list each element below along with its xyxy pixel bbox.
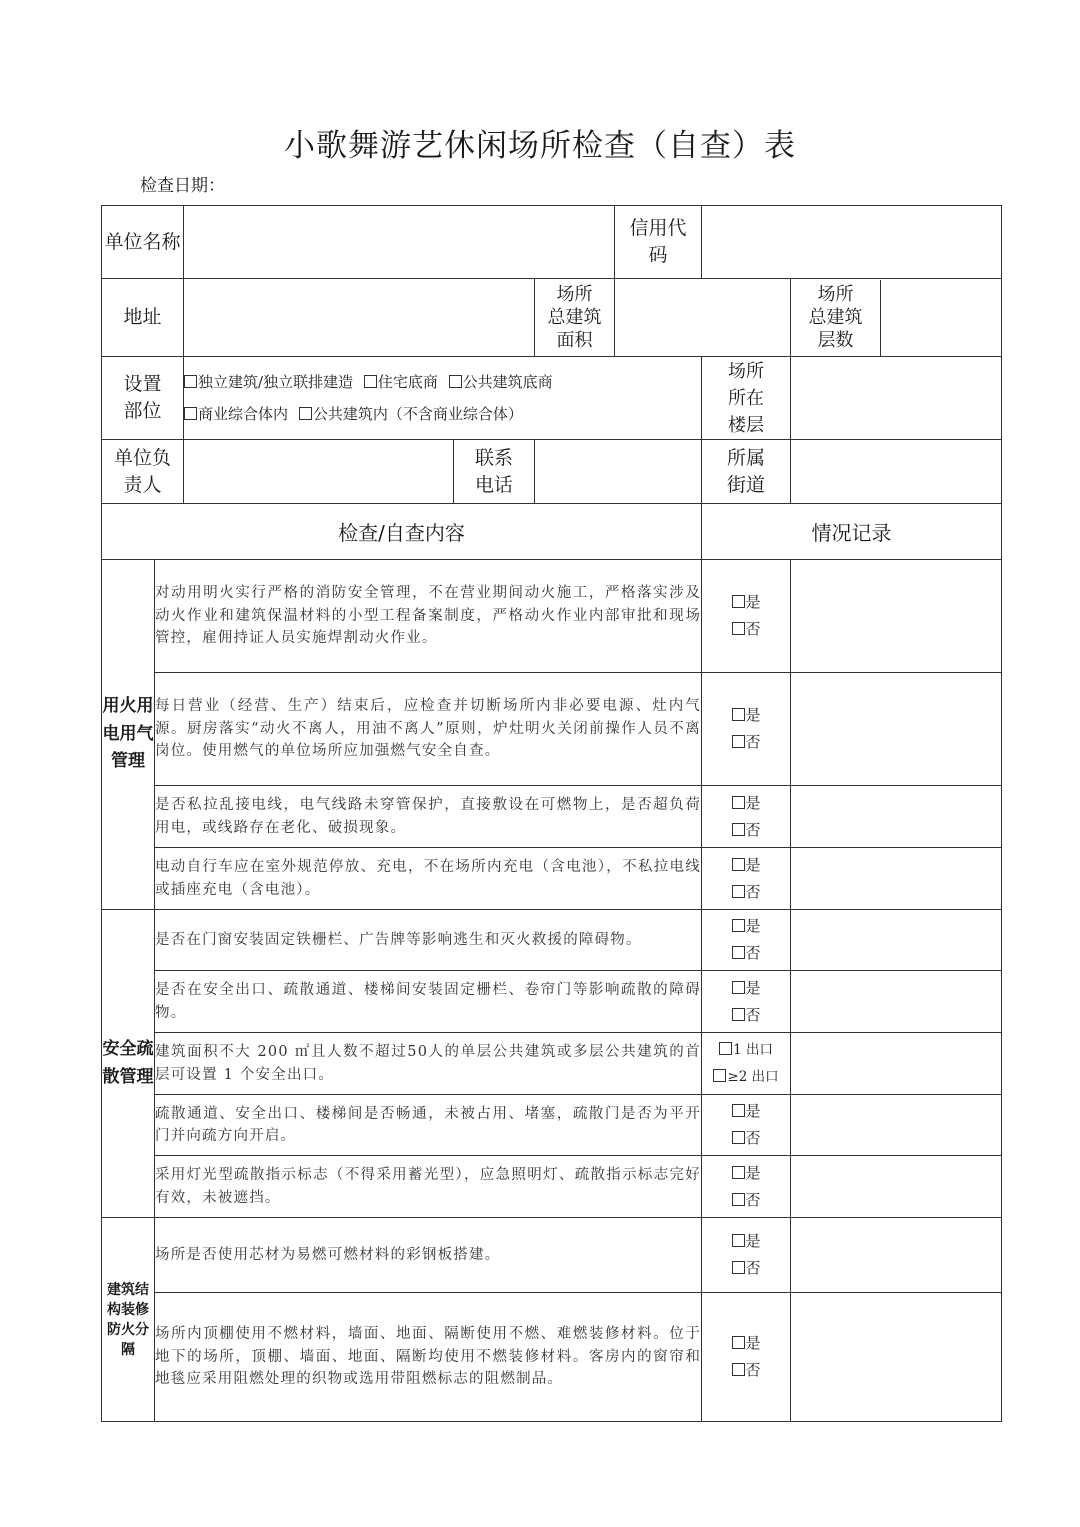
option-two-exits[interactable]: ≥2 出口 (702, 1064, 790, 1091)
record-field[interactable] (791, 848, 1002, 910)
option-no[interactable]: 否 (702, 1357, 790, 1384)
yes-no-options (702, 1156, 791, 1218)
exit-count-options (702, 1033, 791, 1095)
yes-no-options (702, 848, 791, 910)
option-yes[interactable]: 是 (702, 852, 790, 879)
check-item: 疏散通道、安全出口、楼梯间是否畅通，未被占用、堵塞，疏散门是否为平开门并向疏方向开启。 (155, 1095, 702, 1156)
checkbox-icon (732, 1336, 745, 1349)
option-yes[interactable]: 是 (702, 589, 790, 616)
checkbox-icon (732, 708, 745, 721)
check-item: 是否私拉乱接电线，电气线路未穿管保护，直接敷设在可燃物上，是否超负荷用电，或线路存在老化、破损现象。 (155, 786, 702, 848)
checkbox-icon (732, 919, 745, 932)
option-no[interactable]: 否 (702, 1187, 790, 1214)
option-no[interactable]: 否 (702, 616, 790, 643)
check-item: 是否在安全出口、疏散通道、楼梯间安装固定栅栏、卷帘门等影响疏散的障碍物。 (155, 971, 702, 1033)
checkbox-icon (449, 375, 462, 388)
street-label: 所属街道 (702, 440, 791, 504)
check-item: 场所内顶棚使用不燃材料，墙面、地面、隔断使用不燃、难燃装修材料。位于地下的场所，顶棚、墙面、地面、隔断均使用不燃装修材料。客房内的窗帘和地毯应采用阻燃处理的织物或选用带阻燃标志的阻燃制品。 (155, 1293, 702, 1422)
record-field[interactable] (791, 971, 1002, 1033)
checkbox-icon (719, 1042, 732, 1055)
checkbox-icon (184, 375, 197, 388)
location-option-standalone[interactable]: 独立建筑/独立联排建造 (184, 373, 353, 391)
record-field[interactable] (791, 786, 1002, 848)
check-item: 是否在门窗安装固定铁栅栏、广告牌等影响逃生和灭火救援的障碍物。 (155, 910, 702, 971)
checkbox-icon (732, 796, 745, 809)
checkbox-icon (732, 1131, 745, 1144)
checkbox-icon (732, 885, 745, 898)
section-structure: 建筑结构装修防火分隔 (102, 1218, 155, 1422)
person-in-charge-field[interactable] (184, 440, 454, 504)
yes-no-options (702, 560, 791, 673)
unit-name-field[interactable] (184, 206, 615, 279)
credit-code-label: 信用代码 (615, 206, 702, 279)
checkbox-icon (732, 1363, 745, 1376)
option-no[interactable]: 否 (702, 1002, 790, 1029)
person-in-charge-label: 单位负责人 (102, 440, 184, 504)
inspection-date-label: 检查日期： (140, 176, 225, 196)
checkbox-icon (184, 407, 197, 420)
option-no[interactable]: 否 (702, 1125, 790, 1152)
total-floors-cell (791, 279, 1002, 357)
option-yes[interactable]: 是 (702, 913, 790, 940)
section-evacuation: 安全疏散管理 (102, 910, 155, 1218)
credit-code-field[interactable] (702, 206, 1002, 279)
yes-no-options (702, 1293, 791, 1422)
location-option-public-inside[interactable]: 公共建筑内（不含商业综合体） (299, 405, 523, 423)
check-item: 建筑面积不大 200 ㎡且人数不超过50人的单层公共建筑或多层公共建筑的首层可设置 1 个安全出口。 (155, 1033, 702, 1095)
record-field[interactable] (791, 1156, 1002, 1218)
checkbox-icon (732, 595, 745, 608)
checkbox-icon (299, 407, 312, 420)
option-no[interactable]: 否 (702, 879, 790, 906)
option-yes[interactable]: 是 (702, 790, 790, 817)
content-header: 检查/自查内容 (102, 504, 702, 560)
phone-field[interactable] (535, 440, 702, 504)
option-yes[interactable]: 是 (702, 1098, 790, 1125)
address-field[interactable] (184, 279, 535, 357)
total-floors-label: 场所 总建筑 层数 (791, 280, 881, 356)
record-field[interactable] (791, 560, 1002, 673)
checkbox-icon (732, 981, 745, 994)
checkbox-icon (732, 823, 745, 836)
checkbox-icon (732, 1234, 745, 1247)
location-label: 设置部位 (102, 357, 184, 440)
record-field[interactable] (791, 910, 1002, 971)
option-yes[interactable]: 是 (702, 1330, 790, 1357)
option-no[interactable]: 否 (702, 817, 790, 844)
phone-label: 联系电话 (454, 440, 535, 504)
check-item: 电动自行车应在室外规范停放、充电，不在场所内充电（含电池），不私拉电线或插座充电（含电池）。 (155, 848, 702, 910)
total-floors-field[interactable] (881, 280, 1001, 356)
option-no[interactable]: 否 (702, 1255, 790, 1282)
location-options (184, 357, 702, 440)
option-no[interactable]: 否 (702, 729, 790, 756)
location-option-public-base[interactable]: 公共建筑底商 (449, 373, 553, 391)
checkbox-icon (732, 735, 745, 748)
checkbox-icon (732, 1193, 745, 1206)
option-yes[interactable]: 是 (702, 702, 790, 729)
record-field[interactable] (791, 673, 1002, 786)
floor-label: 场所 所在 楼层 (702, 357, 791, 440)
record-header: 情况记录 (702, 504, 1002, 560)
checkbox-icon (732, 1166, 745, 1179)
check-item: 对动用明火实行严格的消防安全管理，不在营业期间动火施工，严格落实涉及动火作业和建筑保温材料的小型工程备案制度，严格动火作业内部审批和现场管控，雇佣持证人员实施焊割动火作业。 (155, 560, 702, 673)
check-item: 采用灯光型疏散指示标志（不得采用蓄光型），应急照明灯、疏散指示标志完好有效，未被遮挡。 (155, 1156, 702, 1218)
yes-no-options (702, 1218, 791, 1293)
checkbox-icon (732, 1008, 745, 1021)
yes-no-options (702, 971, 791, 1033)
check-item: 每日营业（经营、生产）结束后，应检查并切断场所内非必要电源、灶内气源。厨房落实“动火不离人，用油不离人”原则，炉灶明火关闭前操作人员不离岗位。使用燃气的单位场所应加强燃气安全自查。 (155, 673, 702, 786)
checkbox-icon (732, 1261, 745, 1274)
yes-no-options (702, 1095, 791, 1156)
location-option-residential[interactable]: 住宅底商 (364, 373, 438, 391)
floor-field[interactable] (791, 357, 1002, 440)
checkbox-icon (732, 858, 745, 871)
checkbox-icon (732, 1104, 745, 1117)
option-yes[interactable]: 是 (702, 1228, 790, 1255)
option-no[interactable]: 否 (702, 940, 790, 967)
location-option-commercial[interactable]: 商业综合体内 (184, 405, 288, 423)
option-one-exit[interactable]: 1 出口 (702, 1037, 790, 1064)
option-yes[interactable]: 是 (702, 975, 790, 1002)
record-field[interactable] (791, 1293, 1002, 1422)
total-area-label: 场所 总建筑 面积 (535, 279, 615, 357)
checkbox-icon (713, 1069, 726, 1082)
check-item: 场所是否使用芯材为易燃可燃材料的彩钢板搭建。 (155, 1218, 702, 1293)
checkbox-icon (364, 375, 377, 388)
unit-name-label: 单位名称 (102, 206, 184, 279)
inspection-form-table (101, 205, 1002, 1422)
street-field[interactable] (791, 440, 1002, 504)
record-field[interactable] (791, 1095, 1002, 1156)
option-yes[interactable]: 是 (702, 1160, 790, 1187)
yes-no-options (702, 673, 791, 786)
total-area-field[interactable] (615, 279, 791, 357)
checkbox-icon (732, 946, 745, 959)
yes-no-options (702, 910, 791, 971)
section-fire-use: 用火用电用气管理 (102, 560, 155, 910)
yes-no-options (702, 786, 791, 848)
page-title: 小歌舞游艺休闲场所检查（自查）表 (284, 128, 796, 164)
checkbox-icon (732, 622, 745, 635)
record-field[interactable] (791, 1033, 1002, 1095)
address-label: 地址 (102, 279, 184, 357)
record-field[interactable] (791, 1218, 1002, 1293)
